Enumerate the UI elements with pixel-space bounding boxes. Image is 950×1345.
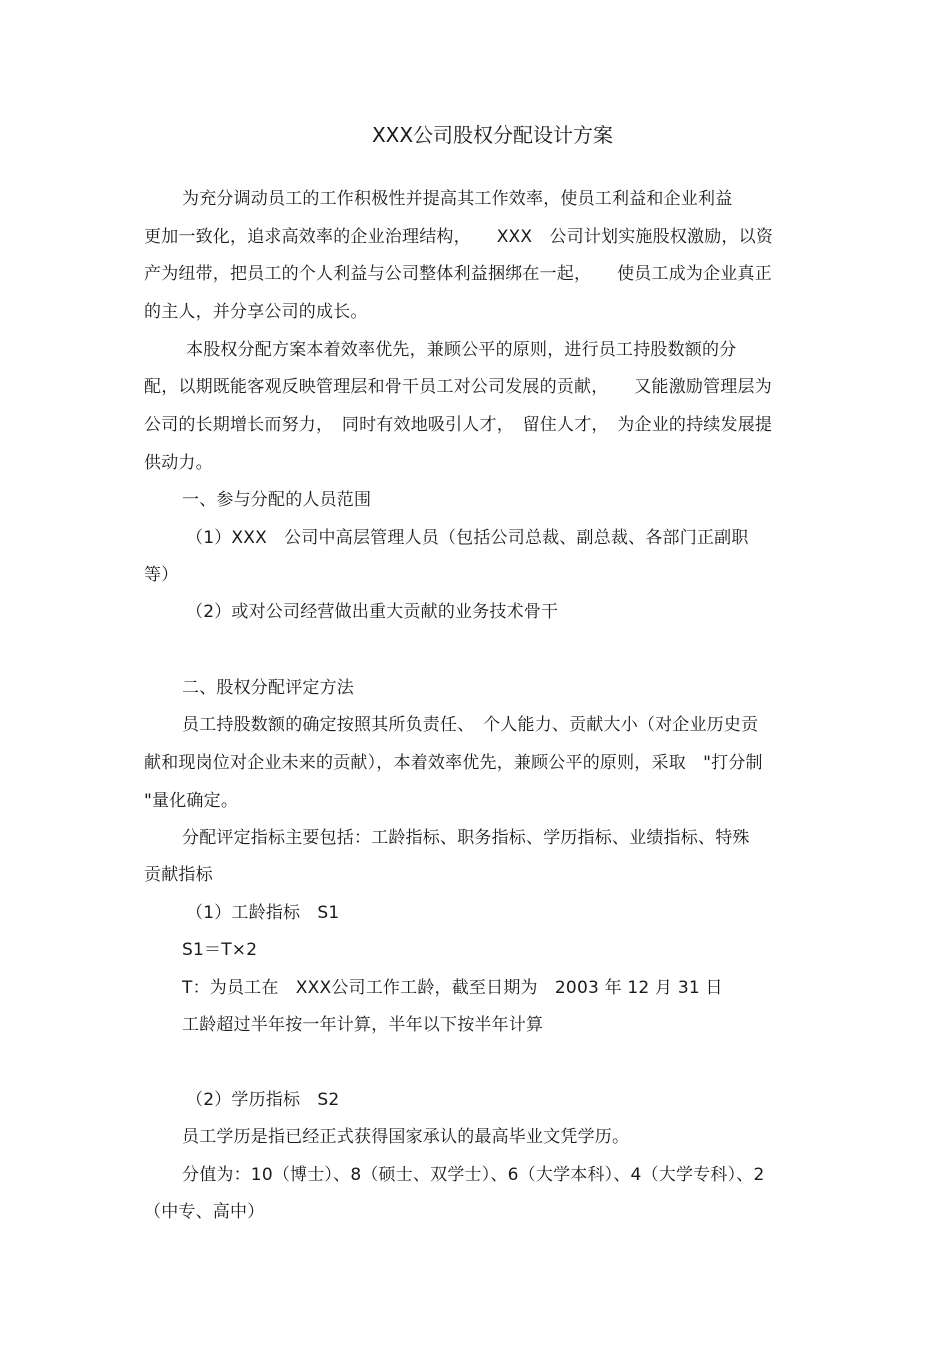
- s1-formula: S1＝T×2: [182, 940, 258, 960]
- intro-p1-line-2: 更加一致化，追求高效率的企业治理结构， XXX 公司计划实施股权激励，以资: [144, 227, 774, 247]
- intro-p2-line-2: 配，以期既能客观反映管理层和骨干员工对公司发展的贡献， 又能激励管理层为: [144, 377, 772, 397]
- s2-scores-line-1: 分值为：10（博士）、8（硕士、双学士）、6（大学本科）、4（大学专科）、2: [182, 1165, 765, 1185]
- section2-p1-line-3: "量化确定。: [144, 791, 239, 811]
- intro-p1-line-1: 为充分调动员工的工作积极性并提高其工作效率，使员工利益和企业利益: [182, 189, 733, 209]
- section1-item2: （2）或对公司经营做出重大贡献的业务技术骨干: [186, 602, 559, 622]
- intro-p2-line-1: 本股权分配方案本着效率优先，兼顾公平的原则，进行员工持股数额的分: [186, 340, 737, 360]
- intro-p1-line-4: 的主人，并分享公司的成长。: [144, 302, 368, 322]
- intro-p2-line-3: 公司的长期增长而努力， 同时有效地吸引人才， 留住人才， 为企业的持续发展提: [144, 415, 773, 435]
- s1-note: 工龄超过半年按一年计算，半年以下按半年计算: [182, 1015, 544, 1035]
- section2-heading: 二、股权分配评定方法: [182, 678, 354, 698]
- intro-p2-line-4: 供动力。: [144, 453, 213, 473]
- section2-p2-line-1: 分配评定指标主要包括：工龄指标、职务指标、学历指标、业绩指标、特殊: [182, 828, 750, 848]
- s2-heading: （2）学历指标 S2: [186, 1090, 340, 1110]
- s2-scores-line-2: （中专、高中）: [144, 1202, 265, 1222]
- section1-item1-line-1: （1）XXX 公司中高层管理人员（包括公司总裁、副总裁、各部门正副职: [186, 528, 749, 548]
- section2-p1-line-1: 员工持股数额的确定按照其所负责任、 个人能力、贡献大小（对企业历史贡: [182, 715, 759, 735]
- s1-heading: （1）工龄指标 S1: [186, 903, 340, 923]
- section1-item1-line-2: 等）: [144, 565, 179, 585]
- intro-p1-line-3: 产为纽带，把员工的个人利益与公司整体利益捆绑在一起， 使员工成为企业真正: [144, 264, 772, 284]
- document-title: XXX公司股权分配设计方案: [371, 123, 614, 147]
- section2-p2-line-2: 贡献指标: [144, 865, 213, 885]
- s1-definition: T：为员工在 XXX公司工作工龄，截至日期为 2003 年 12 月 31 日: [182, 978, 723, 998]
- section2-p1-line-2: 献和现岗位对企业未来的贡献），本着效率优先，兼顾公平的原则，采取 "打分制: [144, 753, 763, 773]
- s2-definition: 员工学历是指已经正式获得国家承认的最高毕业文凭学历。: [182, 1127, 630, 1147]
- section1-heading: 一、参与分配的人员范围: [182, 490, 372, 510]
